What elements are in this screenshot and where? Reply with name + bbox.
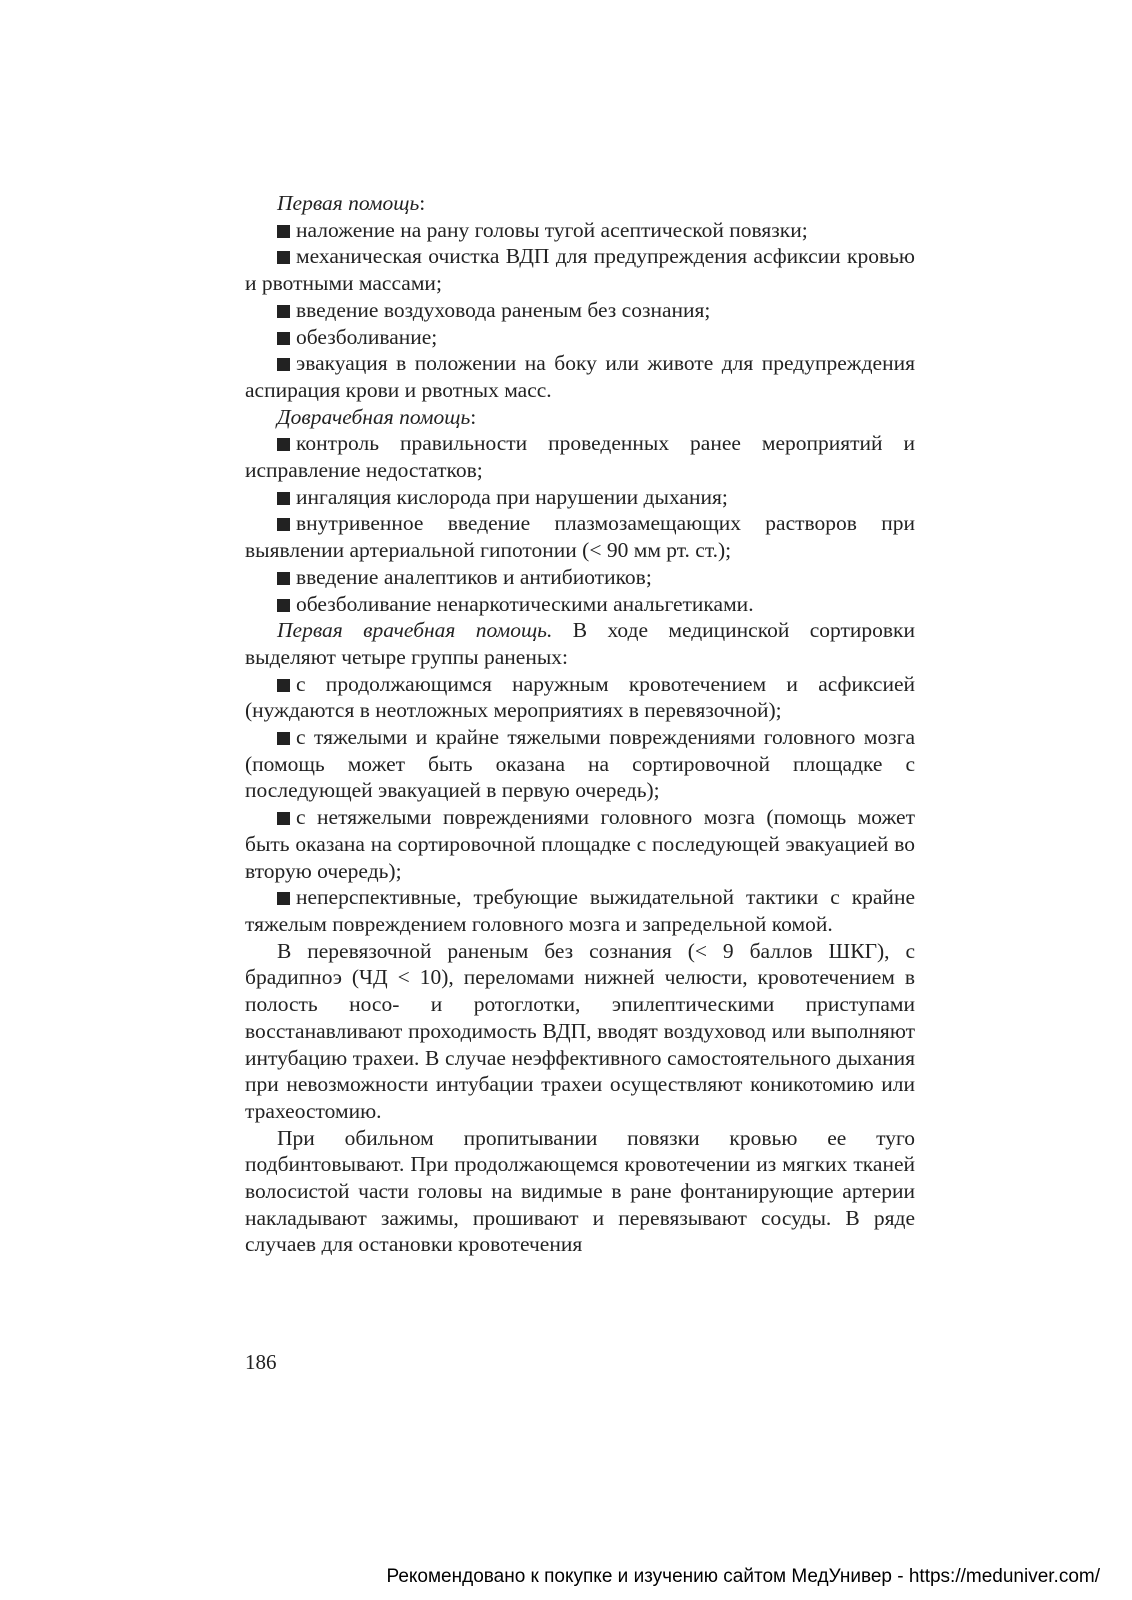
bullet-square-icon bbox=[277, 599, 290, 612]
list-item: эвакуация в положении на боку или животе для предупреждения аспирация крови и рвотных масс. bbox=[245, 351, 915, 402]
list-item: неперспективные, требующие выжидательной тактики с крайне тяжелым повреждением головного мозга и запредельной комой. bbox=[245, 885, 915, 936]
page-number: 186 bbox=[245, 1350, 277, 1374]
bullet-square-icon bbox=[277, 679, 290, 692]
section-heading: Первая помощь: bbox=[277, 191, 426, 215]
list-item: с тяжелыми и крайне тяжелыми повреждениями головного мозга (помощь может быть оказана на сортировочной площадке с последующей эвакуацией в первую очередь); bbox=[245, 725, 915, 803]
page-body bbox=[245, 190, 915, 1258]
bullet-square-icon bbox=[277, 358, 290, 371]
list-item: наложение на рану головы тугой асептической повязки; bbox=[245, 217, 915, 244]
bullet-square-icon bbox=[277, 892, 290, 905]
list-item: с нетяжелыми повреждениями головного мозга (помощь может быть оказана на сортировочной площадке с последующей эвакуацией во вторую очередь); bbox=[245, 805, 915, 883]
bullet-square-icon bbox=[277, 572, 290, 585]
list-item: механическая очистка ВДП для предупреждения асфиксии кровью и рвотными массами; bbox=[245, 244, 915, 296]
body-paragraph: При обильном пропитывании повязки кровью ее туго подбинтовывают. При продолжающемся кровотечении из мягких тканей волосистой части головы на видимые в ране фонтанирующие артерии накладывают зажимы, прошивают и перевязывают сосуды. В ряде случаев для остановки кровотечения bbox=[245, 1125, 915, 1257]
bullet-square-icon bbox=[277, 251, 290, 264]
list-item: ингаляция кислорода при нарушении дыхания; bbox=[245, 484, 915, 511]
list-item: обезболивание ненаркотическими анальгетиками. bbox=[245, 591, 915, 618]
section-heading: Первая врачебная помощь. В ходе медицинской сортировки выделяют четыре группы раненых: bbox=[245, 618, 915, 669]
bullet-square-icon bbox=[277, 732, 290, 745]
list-item: контроль правильности проведенных ранее мероприятий и исправление недостатков; bbox=[245, 431, 915, 483]
bullet-square-icon bbox=[277, 492, 290, 505]
bullet-square-icon bbox=[277, 225, 290, 238]
bullet-square-icon bbox=[277, 812, 290, 825]
list-item: с продолжающимся наружным кровотечением и асфиксией (нуждаются в неотложных мероприятиях в перевязочной); bbox=[245, 671, 915, 723]
bullet-square-icon bbox=[277, 332, 290, 345]
list-item: внутривенное введение плазмозамещающих растворов при выявлении артериальной гипотонии (< 90 мм рт. ст.); bbox=[245, 511, 915, 563]
bullet-square-icon bbox=[277, 438, 290, 451]
body-paragraph: В перевязочной раненым без сознания (< 9 баллов ШКГ), с брадипноэ (ЧД < 10), переломами нижней челюсти, кровотечением в полость носо- и ротоглотки, эпилептическими приступами восстанавливают проходимость ВДП, вводят воздуховод или выполняют интубацию трахеи. В случае неэффективного самостоятельного дыхания при невозможности интубации трахеи осуществляют коникотомию или трахеостомию. bbox=[245, 938, 915, 1123]
bullet-square-icon bbox=[277, 518, 290, 531]
section-heading: Доврачебная помощь: bbox=[277, 404, 477, 429]
list-item: введение аналептиков и антибиотиков; bbox=[245, 564, 915, 591]
footer-note: Рекомендовано к покупке и изучению сайтом МедУнивер - https://meduniver.com/ bbox=[386, 1566, 1100, 1587]
list-item: введение воздуховода раненым без сознания; bbox=[245, 297, 915, 324]
bullet-square-icon bbox=[277, 305, 290, 318]
list-item: обезболивание; bbox=[245, 324, 915, 351]
